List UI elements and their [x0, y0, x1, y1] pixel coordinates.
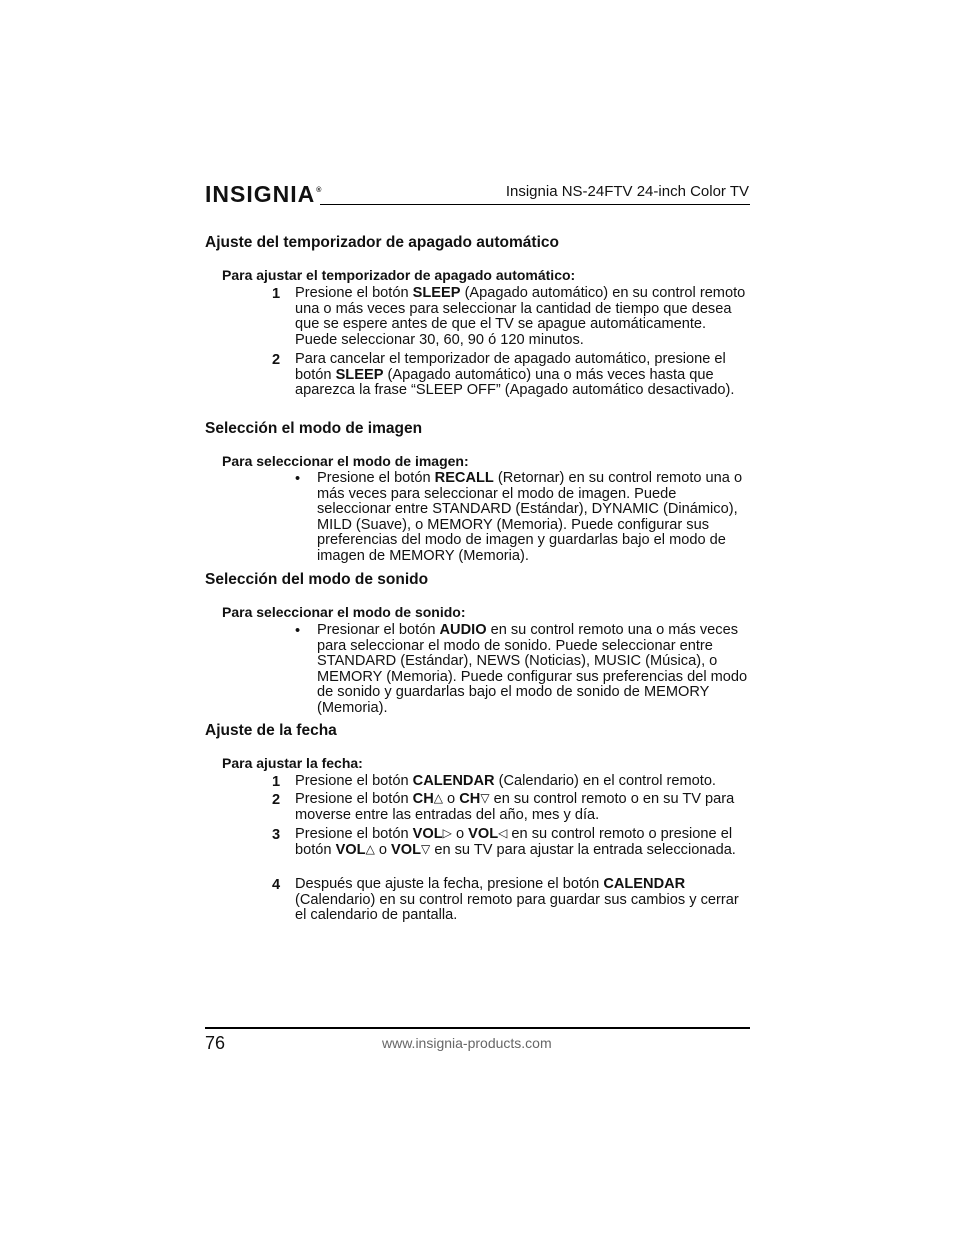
footer-rule — [205, 1027, 750, 1029]
step-number: 2 — [272, 792, 281, 808]
step-number: 4 — [272, 877, 281, 893]
step-text: Presione el botón CH△ o CH▽ en su control remoto o en su TV para moverse entre las entradas del año, mes y día. — [295, 791, 735, 823]
triangle-down-icon: ▽ — [421, 841, 431, 856]
page-number: 76 — [205, 1033, 226, 1053]
subheading-sleep-timer: Para ajustar el temporizador de apagado automático: — [222, 267, 576, 283]
step-text: Presione el botón CALENDAR (Calendario) en el control remoto. — [295, 773, 716, 789]
heading-date: Ajuste de la fecha — [205, 722, 337, 739]
header-rule — [320, 204, 750, 205]
step-text: Presione el botón SLEEP (Apagado automático) en su control remoto una o más veces para seleccionar la cantidad de tiempo que desea que se espere antes de que el TV se apague automáticamente. Puede seleccionar 30, 60, 90 ó 120 minutos. — [295, 285, 746, 348]
subheading-sound-mode: Para seleccionar el modo de sonido: — [222, 604, 466, 620]
step-text: Para cancelar el temporizador de apagado automático, presione el botón SLEEP (Apagado automático) una o más veces hasta que aparezca la frase “SLEEP OFF” (Apagado automático desactivado). — [295, 351, 735, 399]
bullet-text: Presionar el botón AUDIO en su control remoto una o más veces para seleccionar el modo de sonido. Puede seleccionar entre STANDARD (Estándar), NEWS (Noticias), MUSIC (Música), o MEMORY (Memoria). Puede configurar sus preferencias del modo de sonido y guardarlas bajo el modo de sonido de MEMORY (Memoria). — [317, 622, 748, 716]
subheading-date: Para ajustar la fecha: — [222, 755, 363, 771]
step-text: Presione el botón VOL▷ o VOL◁ en su control remoto o presione el botón VOL△ o VOL▽ en su TV para ajustar la entrada seleccionada. — [295, 826, 736, 858]
bullet-text: Presione el botón RECALL (Retornar) en su control remoto una o más veces para seleccionar el modo de imagen. Puede seleccionar entre STANDARD (Estándar), DYNAMIC (Dinámico), MILD (Suave), o MEMORY (Memoria). Puede configurar sus preferencias del modo de imagen y guardarlas bajo el modo de imagen de MEMORY (Memoria). — [317, 470, 743, 564]
triangle-up-icon: △ — [365, 841, 375, 856]
insignia-logo: INSIGNIA® — [205, 181, 323, 207]
step-number: 3 — [272, 827, 281, 843]
step-number: 1 — [272, 286, 281, 302]
triangle-right-icon: ▷ — [442, 826, 452, 840]
heading-picture-mode: Selección el modo de imagen — [205, 420, 423, 437]
bullet: • — [295, 471, 301, 487]
triangle-left-icon: ◁ — [498, 826, 508, 840]
triangle-down-icon: ▽ — [480, 791, 490, 805]
step-number: 2 — [272, 352, 281, 368]
heading-sound-mode: Selección del modo de sonido — [205, 571, 429, 588]
footer-url: www.insignia-products.com — [382, 1035, 552, 1051]
subheading-picture-mode: Para seleccionar el modo de imagen: — [222, 453, 469, 469]
heading-sleep-timer: Ajuste del temporizador de apagado automático — [205, 234, 559, 251]
bullet: • — [295, 623, 301, 639]
step-number: 1 — [272, 774, 281, 790]
step-text: Después que ajuste la fecha, presione el botón CALENDAR (Calendario) en su control remoto para guardar sus cambios y cerrar el calendario de pantalla. — [295, 876, 739, 924]
header-title: Insignia NS-24FTV 24-inch Color TV — [505, 183, 749, 200]
triangle-up-icon: △ — [433, 791, 443, 805]
